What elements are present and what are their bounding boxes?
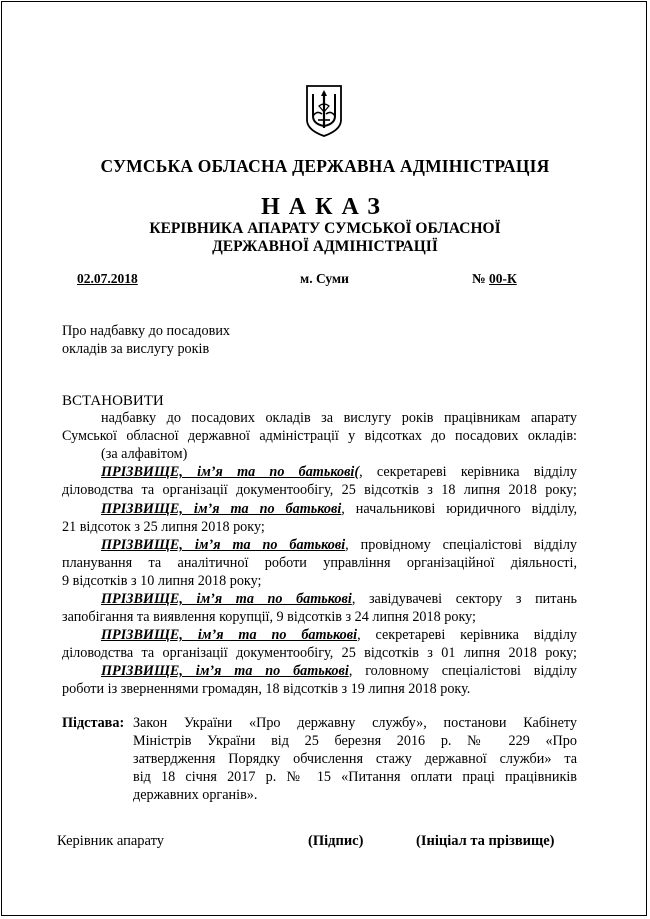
- order-city: м. Суми: [300, 271, 349, 286]
- signatory-name-placeholder: (Ініціал та прізвище): [416, 833, 555, 849]
- entry-5-position: , секретареві керівника відділу: [357, 627, 577, 643]
- entry-4-first-line: [101, 590, 577, 608]
- order-date: 02.07.2018: [77, 271, 138, 286]
- intro-line-1: надбавку до посадових окладів за вислугу років працівникам апарату: [101, 410, 577, 426]
- entry-2-first-line: [101, 500, 577, 518]
- subject-line-1: Про надбавку до посадових: [62, 323, 230, 339]
- entry-1-line-2: діловодства та організації документообігу, 25 відсотків з 18 липня 2018 року;: [62, 482, 577, 498]
- order-verb: ВСТАНОВИТИ: [62, 393, 164, 409]
- signatory-position: Керівник апарату: [57, 833, 165, 849]
- administration-title: СУМСЬКА ОБЛАСНА ДЕРЖАВНА АДМІНІСТРАЦІЯ: [100, 156, 550, 176]
- entry-2-line-2: 21 відсоток з 25 липня 2018 року;: [62, 519, 265, 535]
- basis-line-4: від 18 січня 2017 р. № 15 «Питання оплати праці працівників: [133, 769, 577, 785]
- entry-4-line-2: запобігання та виявлення корупції, 9 відсотків з 24 липня 2018 року;: [62, 609, 476, 625]
- entry-5-first-line: [101, 626, 577, 644]
- document-type: НАКАЗ: [261, 194, 389, 220]
- basis-line-5: державних органів».: [133, 787, 258, 803]
- entry-1-position: , секретареві керівника відділу: [359, 464, 577, 480]
- entry-6-name: ПРІЗВИЩЕ, ім’я та по батькові: [101, 663, 349, 679]
- basis-line-1: Закон України «Про державну службу», постанови Кабінету: [133, 715, 577, 731]
- entry-6-line-2: роботи із зверненнями громадян, 18 відсотків з 19 липня 2018 року.: [62, 681, 471, 697]
- basis-label: Підстава:: [62, 715, 125, 731]
- entry-1-name: ПРІЗВИЩЕ, ім’я та по батькові(: [101, 464, 360, 480]
- basis-line-3: затвердження Порядку обчислення стажу державної служби» та: [133, 751, 577, 767]
- entry-3-position: , провідному спеціалістові відділу: [345, 537, 578, 553]
- basis-line-2: Міністрів України від 25 березня 2016 р. № 229 «Про: [133, 733, 577, 749]
- signature-placeholder: (Підпис): [308, 833, 364, 849]
- alphabetical-note: (за алфавітом): [101, 446, 188, 462]
- entry-6-position: , головному спеціалістові відділу: [348, 663, 578, 679]
- entry-3-line-3: 9 відсотків з 10 липня 2018 року;: [62, 573, 262, 589]
- intro-line-2: Сумської обласної державної адміністрації у відсотках до посадових окладів:: [62, 428, 577, 444]
- subtitle-line-2: ДЕРЖАВНОЇ АДМІНІСТРАЦІЇ: [212, 238, 438, 255]
- entry-6-first-line: [101, 662, 577, 680]
- entry-2-name: ПРІЗВИЩЕ, ім’я та по батькові: [101, 501, 342, 517]
- entry-5-line-2: діловодства та організації документообігу, 25 відсотків з 01 липня 2018 року;: [62, 645, 577, 661]
- entry-4-position: , завідувачеві сектору з питань: [351, 591, 577, 607]
- entry-1-first-line: [101, 463, 577, 481]
- tryzub-emblem-icon: [305, 84, 343, 138]
- entry-2-position: , начальникові юридичного відділу,: [341, 501, 577, 517]
- entry-5-name: ПРІЗВИЩЕ, ім’я та по батькові: [101, 627, 358, 643]
- order-number-value: 00-К: [488, 271, 517, 286]
- entry-3-first-line: [101, 536, 577, 554]
- entry-3-name: ПРІЗВИЩЕ, ім’я та по батькові: [101, 537, 346, 553]
- order-number: [472, 271, 517, 287]
- order-number-prefix: №: [472, 271, 489, 286]
- subject-line-2: окладів за вислугу років: [62, 341, 210, 357]
- entry-3-line-2: планування та аналітичної роботи управління організаційної діяльності,: [62, 555, 577, 571]
- subtitle-line-1: КЕРІВНИКА АПАРАТУ СУМСЬКОЇ ОБЛАСНОЇ: [149, 220, 501, 237]
- entry-4-name: ПРІЗВИЩЕ, ім’я та по батькові: [101, 591, 352, 607]
